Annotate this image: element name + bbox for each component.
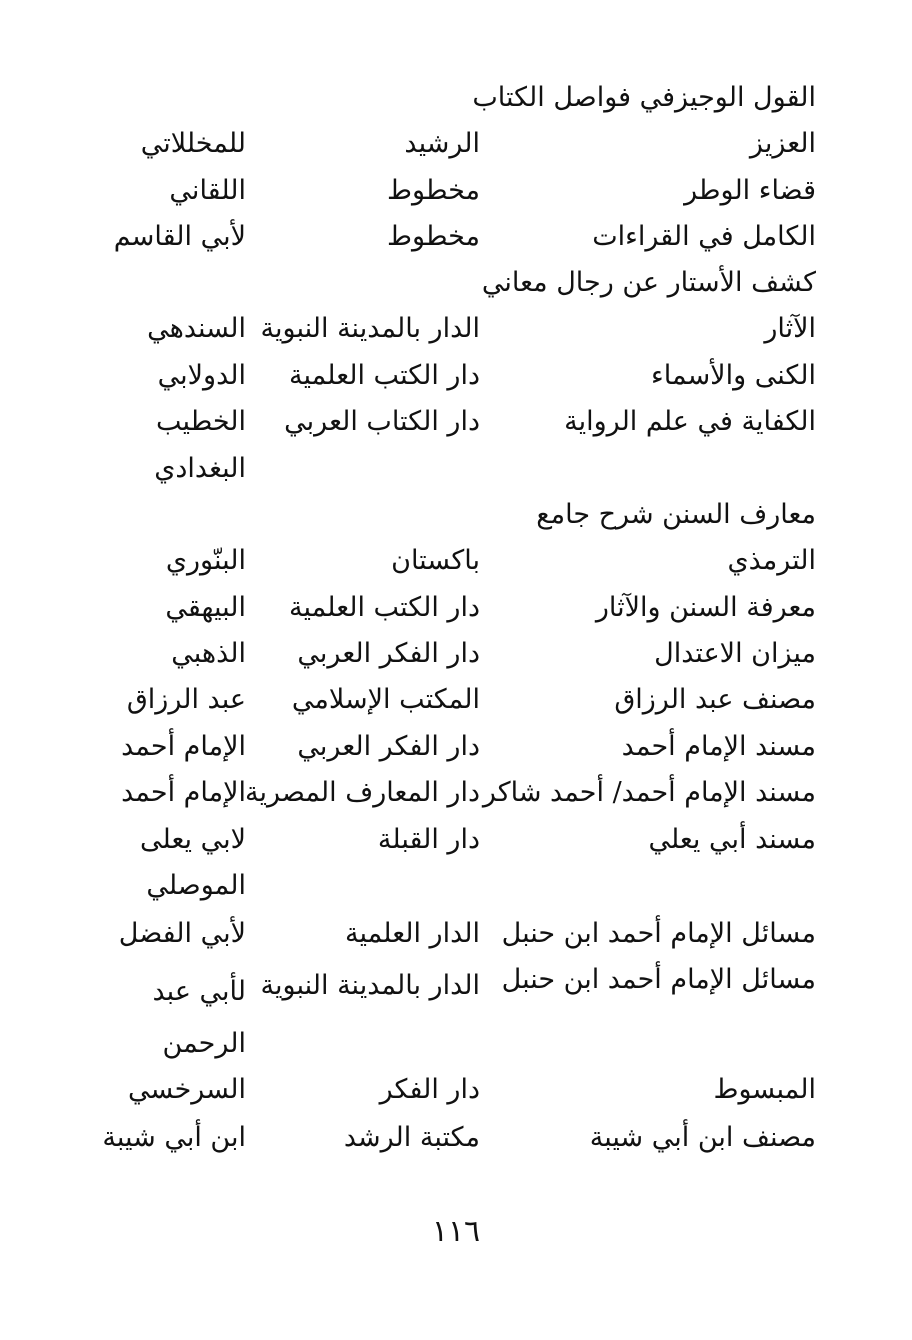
book-author: لابي يعلى [140, 824, 246, 855]
book-title: قضاء الوطر [684, 175, 816, 206]
book-publisher: الدار العلمية [345, 918, 480, 949]
book-title: الكفاية في علم الرواية [564, 406, 816, 437]
book-title: مسند أبي يعلي [648, 824, 816, 855]
book-publisher: المكتب الإسلامي [291, 684, 480, 715]
book-title: الكامل في القراءات [592, 221, 816, 252]
book-publisher: باكستان [391, 545, 480, 576]
book-title: ميزان الاعتدال [654, 638, 816, 669]
book-author: ابن أبي شيبة [102, 1122, 246, 1153]
book-publisher: دار الكتب العلمية [289, 360, 480, 391]
book-author: الذهبي [171, 638, 246, 669]
page-number: ١١٦ [431, 1214, 481, 1249]
book-author: لأبي القاسم [113, 221, 246, 252]
book-author: الإمام أحمد [121, 777, 246, 808]
book-title: معارف السنن شرح جامع [536, 499, 816, 530]
book-author: للمخللاتي [140, 128, 246, 159]
book-author: الرحمن [162, 1028, 246, 1059]
book-title: معرفة السنن والآثار [595, 592, 816, 623]
book-title: العزيز [749, 128, 816, 159]
book-publisher: مخطوط [387, 221, 480, 252]
book-title: الآثار [764, 313, 816, 344]
book-author: الموصلي [146, 870, 246, 901]
book-title: مسند الإمام أحمد [621, 731, 816, 762]
book-author: البغدادي [154, 453, 246, 484]
book-publisher: مكتبة الرشد [343, 1122, 480, 1153]
book-title: مسائل الإمام أحمد ابن حنبل [501, 964, 816, 995]
book-publisher: دار المعارف المصرية [245, 777, 480, 808]
book-author: البنّوري [165, 545, 246, 576]
book-title: الترمذي [727, 545, 816, 576]
book-title: مسائل الإمام أحمد ابن حنبل [501, 918, 816, 949]
book-author: لأبي الفضل [118, 918, 246, 949]
book-author: الخطيب [156, 406, 246, 437]
book-author: السرخسي [128, 1074, 246, 1105]
book-publisher: دار الكتب العلمية [289, 592, 480, 623]
book-title: مسند الإمام أحمد/ أحمد شاكر [482, 777, 816, 808]
book-publisher: دار الفكر العربي [297, 731, 480, 762]
book-title: كشف الأستار عن رجال معاني [481, 267, 816, 298]
book-publisher: الدار بالمدينة النبوية [260, 313, 480, 344]
book-publisher: دار الفكر العربي [297, 638, 480, 669]
book-author: السندهي [147, 313, 246, 344]
book-publisher: الدار بالمدينة النبوية [260, 970, 480, 1001]
book-title: مصنف عبد الرزاق [614, 684, 816, 715]
book-publisher: مخطوط [387, 175, 480, 206]
book-author: اللقاني [169, 175, 246, 206]
book-author: لأبي عبد [152, 976, 246, 1007]
book-title: القول الوجيزفي فواصل الكتاب [472, 82, 816, 113]
book-author: عبد الرزاق [126, 684, 246, 715]
book-publisher: دار الكتاب العربي [284, 406, 480, 437]
book-title: المبسوط [713, 1074, 816, 1105]
book-author: البيهقي [165, 592, 246, 623]
book-title: الكنى والأسماء [651, 360, 816, 391]
book-author: الإمام أحمد [121, 731, 246, 762]
book-publisher: دار القبلة [377, 824, 480, 855]
book-publisher: الرشيد [404, 128, 480, 159]
book-author: الدولابي [157, 360, 246, 391]
book-publisher: دار الفكر [379, 1074, 480, 1105]
book-title: مصنف ابن أبي شيبة [589, 1122, 816, 1153]
